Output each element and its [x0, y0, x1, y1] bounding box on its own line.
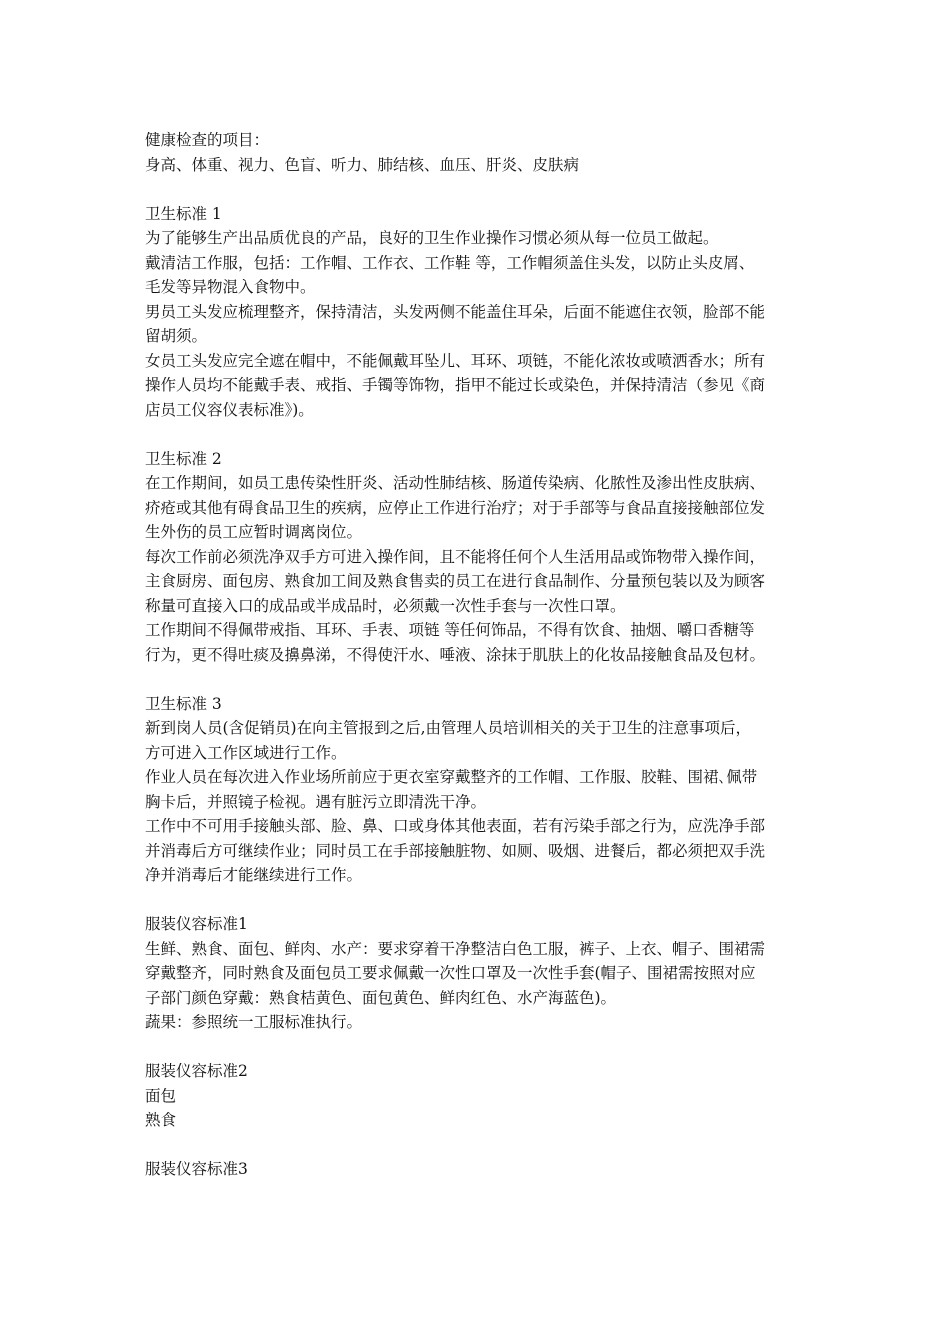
section-heading: 服装仪容标准2	[145, 1062, 248, 1080]
health-check-title: 健康检查的项目：	[145, 131, 270, 149]
paragraph-line: 净并消毒后才能继续进行工作。	[145, 866, 363, 884]
section-heading: 服装仪容标准1	[145, 915, 248, 933]
dress-standard-2-section	[145, 1059, 825, 1133]
paragraph-line: 工作中不可用手接触头部、脸、鼻、口或身体其他表面，若有污染手部之行为，应洗净手部	[145, 817, 766, 835]
paragraph-line: 疥疮或其他有碍食品卫生的疾病，应停止工作进行治疗；对于手部等与食品直接接触部位发	[145, 498, 766, 517]
paragraph-line: 称量可直接入口的成品或半成品时，必须戴一次性手套与一次性口罩。	[145, 596, 626, 615]
paragraph-line: 主食厨房、面包房、熟食加工间及熟食售卖的员工在进行食品制作、分量预包装以及为顾客	[145, 572, 766, 590]
dress-standard-3-section	[145, 1157, 825, 1182]
paragraph-line: 行为，更不得吐痰及擤鼻涕，不得使汗水、唾液、涂抹于肌肤上的化妆品接触食品及包材。	[145, 645, 766, 664]
paragraph-line: 面包	[145, 1086, 177, 1105]
section-spacer	[145, 888, 825, 913]
paragraph-line: 店员工仪容仪表标准》)。	[145, 400, 314, 419]
paragraph-line: 熟食	[145, 1111, 177, 1129]
paragraph-line: 操作人员均不能戴手表、戒指、手镯等饰物，指甲不能过长或染色，并保持清洁（参见《商	[145, 376, 766, 394]
paragraph-line: 子部门颜色穿戴：熟食桔黄色、面包黄色、鲜肉红色、水产海蓝色)。	[145, 988, 617, 1007]
hygiene-standard-2-section	[145, 447, 825, 668]
health-check-section	[145, 128, 825, 177]
hygiene-standard-1-section	[145, 202, 825, 423]
paragraph-line: 每次工作前必须洗净双手方可进入操作间，且不能将任何个人生活用品或饰物带入操作间，	[145, 547, 766, 566]
section-heading: 卫生标准 3	[145, 694, 222, 713]
section-spacer	[145, 1133, 825, 1158]
dress-standard-1-section	[145, 912, 825, 1035]
paragraph-line: 作业人员在每次进入作业场所前应于更衣室穿戴整齐的工作帽、工作服、胶鞋、围裙､佩带	[145, 768, 758, 786]
paragraph-line: 生鲜、熟食、面包、鲜肉、水产：要求穿着干净整洁白色工服，裤子、上衣、帽子、围裙需	[145, 939, 766, 958]
paragraph-line: 留胡须。	[145, 327, 208, 345]
paragraph-line: 毛发等异物混入食物中。	[145, 278, 316, 296]
paragraph-line: 穿戴整齐，同时熟食及面包员工要求佩戴一次性口罩及一次性手套(帽子、围裙需按照对应	[145, 964, 756, 982]
paragraph-line: 为了能够生产出品质优良的产品，良好的卫生作业操作习惯必须从每一位员工做起。	[145, 229, 719, 247]
paragraph-line: 工作期间不得佩带戒指、耳环、手表、项链 等任何饰品，不得有饮食、抽烟、嚼口香糖等	[145, 621, 755, 639]
paragraph-line: 男员工头发应梳理整齐，保持清洁，头发两侧不能盖住耳朵，后面不能遮住衣领，脸部不能	[145, 302, 766, 321]
document-body	[145, 128, 825, 1182]
section-heading: 卫生标准 2	[145, 449, 222, 468]
section-spacer	[145, 177, 825, 202]
health-check-items: 身高、体重、视力、色盲、听力、肺结核、血压、肝炎、皮肤病	[145, 155, 580, 174]
section-spacer	[145, 422, 825, 447]
section-spacer	[145, 667, 825, 692]
paragraph-line: 新到岗人员(含促销员)在向主管报到之后,由管理人员培训相关的关于卫生的注意事项后，	[145, 719, 752, 737]
section-heading: 服装仪容标准3	[145, 1160, 248, 1178]
paragraph-line: 在工作期间，如员工患传染性肝炎、活动性肺结核、肠道传染病、化脓性及渗出性皮肤病、	[145, 474, 766, 492]
paragraph-line: 胸卡后，并照镜子检视。遇有脏污立即清洗干净。	[145, 792, 487, 811]
paragraph-line: 方可进入工作区域进行工作。	[145, 743, 347, 762]
section-heading: 卫生标准 1	[145, 204, 222, 223]
paragraph-line: 蔬果：参照统一工服标准执行。	[145, 1013, 363, 1031]
paragraph-line: 生外伤的员工应暂时调离岗位。	[145, 523, 363, 541]
paragraph-line: 女员工头发应完全遮在帽中，不能佩戴耳坠儿、耳环、项链，不能化浓妆或喷洒香水；所有	[145, 351, 766, 370]
hygiene-standard-3-section	[145, 692, 825, 888]
paragraph-line: 并消毒后方可继续作业；同时员工在手部接触脏物、如厕、吸烟、进餐后，都必须把双手洗	[145, 841, 766, 860]
section-spacer	[145, 1035, 825, 1060]
paragraph-line: 戴清洁工作服，包括：工作帽、工作衣、工作鞋 等，工作帽须盖住头发，以防止头皮屑、	[145, 253, 755, 272]
